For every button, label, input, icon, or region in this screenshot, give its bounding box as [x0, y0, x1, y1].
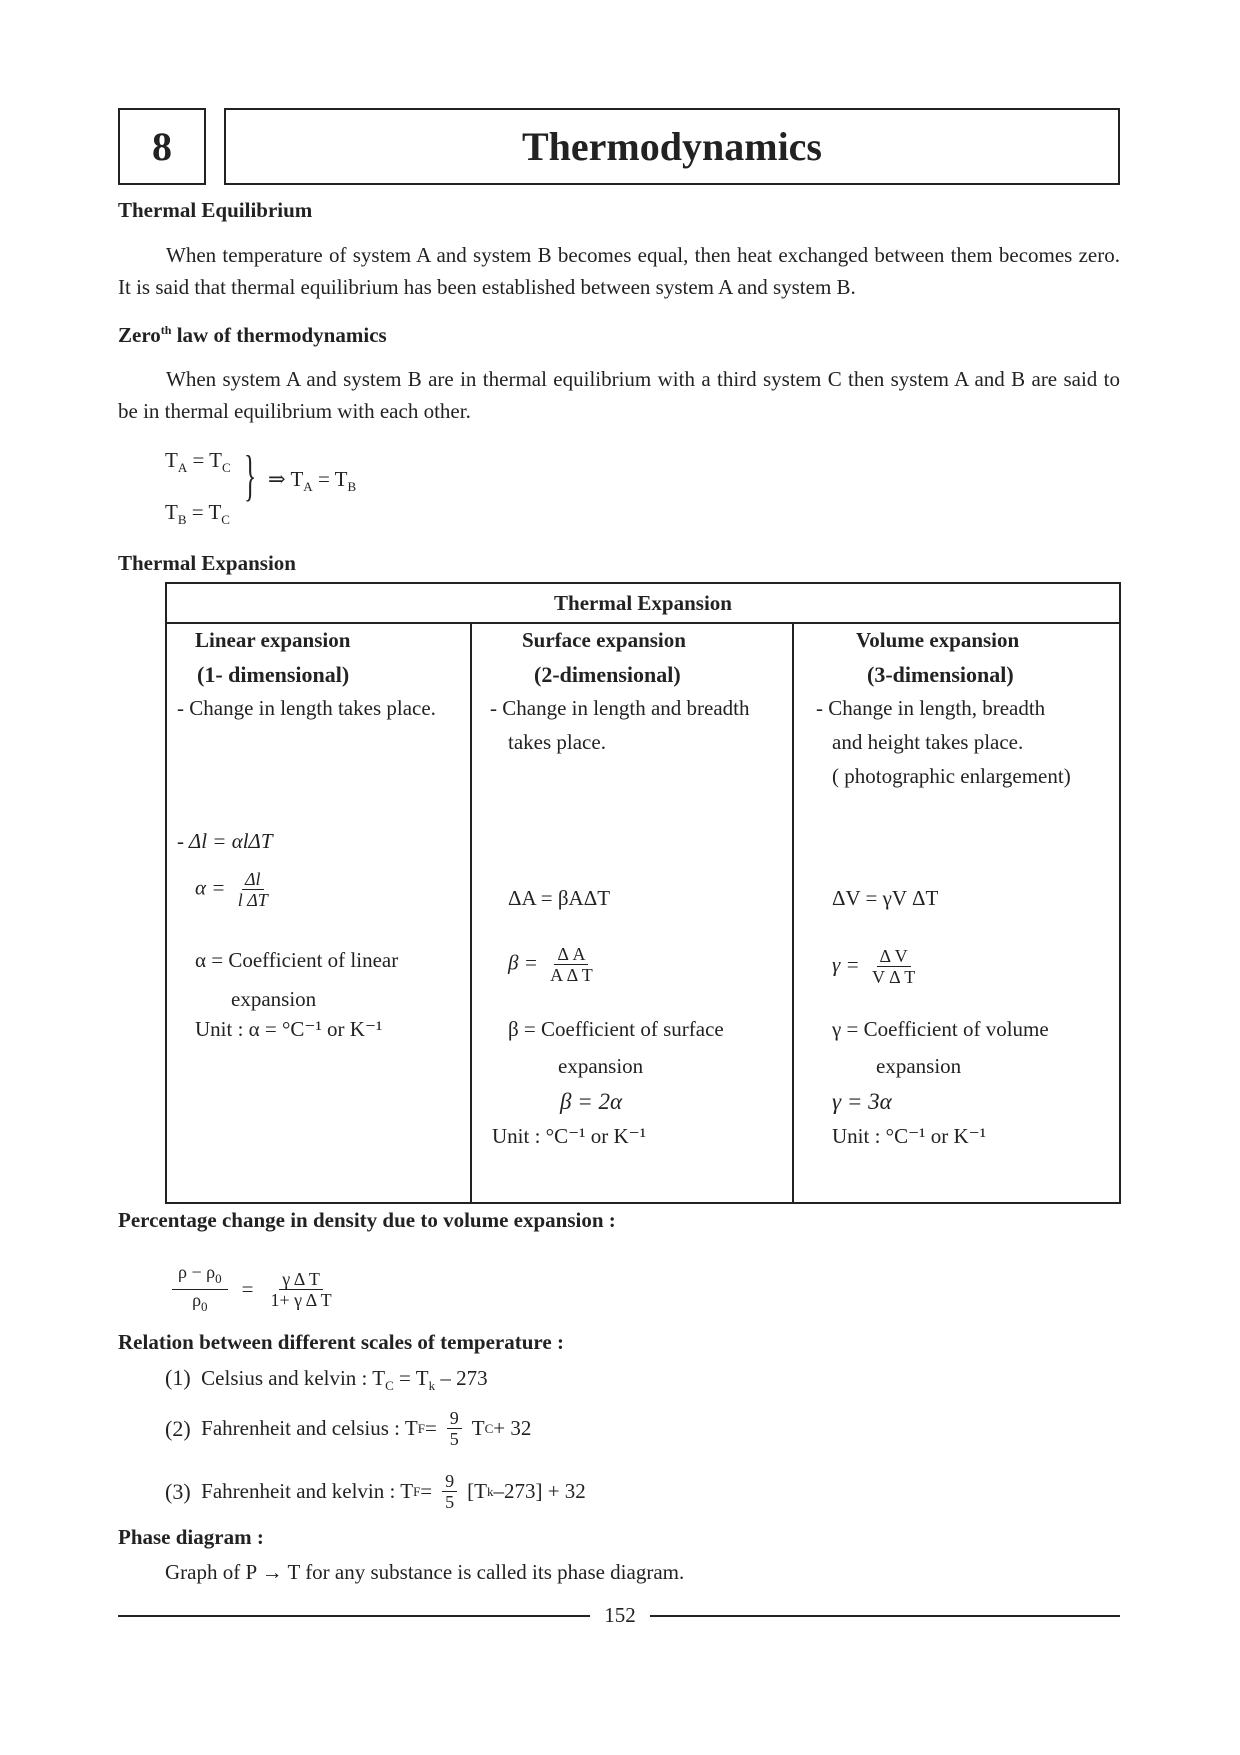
- section-heading-expansion: Thermal Expansion: [118, 551, 296, 575]
- section-heading-phase: Phase diagram :: [118, 1525, 264, 1549]
- surface-coef-1: β = Coefficient of surface: [508, 1017, 724, 1041]
- section-heading-zeroth-law: [118, 323, 387, 348]
- scale-relation-2: (2) Fahrenheit and celsius : T F = $\frac{9}{5}$ T C + 32: [165, 1408, 532, 1449]
- phase-text: Graph of P → T for any substance is called its phase diagram.: [165, 1560, 685, 1584]
- zeroth-paragraph: [118, 363, 1120, 427]
- brace-symbol: }: [244, 445, 257, 507]
- footer-rule-right: [650, 1615, 1120, 1617]
- surface-dim: (2-dimensional): [534, 662, 681, 687]
- linear-formula: - Δl = αlΔT: [177, 829, 273, 853]
- linear-dim: (1- dimensional): [197, 662, 350, 687]
- surface-relation: β = 2α: [560, 1089, 623, 1114]
- zeroth-text: When system A and system B are in thermal equilibrium with a third system C then system A and B are said to be in thermal equilibrium with each other.: [118, 367, 1120, 423]
- surface-change-2: takes place.: [508, 730, 606, 754]
- volume-change-2: and height takes place.: [832, 730, 1024, 754]
- chapter-number: 8: [118, 108, 206, 185]
- volume-gamma-fraction: γ = $\frac{\text{Δ V}}{\text{V Δ T}}$: [832, 946, 916, 987]
- zeroth-result: ⇒ $T_A = T_B$: [268, 467, 357, 494]
- linear-title: Linear expansion: [195, 628, 351, 652]
- linear-coef-2: expansion: [231, 987, 317, 1011]
- linear-column: [166, 623, 471, 1203]
- scale-relation-3: (3) Fahrenheit and kelvin : T F = $\frac{9}{5}$ [T k –273] + 32: [165, 1471, 586, 1512]
- table-title: Thermal Expansion: [166, 583, 1120, 623]
- section-heading-scales: Relation between different scales of temperature :: [118, 1330, 564, 1354]
- volume-title: Volume expansion: [856, 628, 1020, 652]
- zeroth-heading-pre: Zero: [118, 323, 161, 347]
- surface-column: [471, 623, 793, 1203]
- volume-column: [793, 623, 1120, 1203]
- linear-alpha-fraction: α = $\frac{\Delta l}{\text{l ΔT}}$: [195, 869, 268, 910]
- chapter-title: Thermodynamics: [224, 108, 1120, 185]
- page-number: 152: [604, 1603, 636, 1627]
- volume-dim: (3-dimensional): [867, 662, 1014, 687]
- expansion-table: [165, 582, 1121, 1204]
- equilibrium-text: When temperature of system A and system B becomes equal, then heat exchanged between them becomes zero. It is said that thermal equilibrium has been established between system A and system B.: [118, 243, 1120, 299]
- volume-coef-2: expansion: [876, 1054, 962, 1078]
- volume-formula: ΔV = γV ΔT: [832, 886, 939, 910]
- equilibrium-paragraph: [118, 239, 1120, 303]
- linear-coef-1: α = Coefficient of linear: [195, 948, 399, 972]
- section-heading-equilibrium: Thermal Equilibrium: [118, 198, 313, 222]
- zeroth-equation-2: $T_B = T_C$: [165, 500, 230, 527]
- zeroth-equation-1: $T_A = T_C$: [165, 448, 231, 475]
- surface-beta-fraction: β = $\frac{\text{Δ A}}{\text{A Δ T}}$: [508, 944, 593, 985]
- surface-change-1: - Change in length and breadth: [490, 696, 750, 720]
- volume-relation: γ = 3α: [832, 1089, 892, 1114]
- scale-relation-1: (1) Celsius and kelvin : $T_C = T_k - 273$: [165, 1365, 488, 1393]
- volume-unit: Unit : °C⁻¹ or K⁻¹: [832, 1124, 986, 1148]
- surface-title: Surface expansion: [522, 628, 686, 652]
- volume-coef-1: γ = Coefficient of volume: [832, 1017, 1049, 1041]
- section-heading-density: Percentage change in density due to volume expansion :: [118, 1208, 616, 1232]
- volume-change-3: ( photographic enlargement): [832, 764, 1071, 788]
- surface-coef-2: expansion: [558, 1054, 644, 1078]
- density-formula: $\frac{\rho - \rho_0}{\rho_0}$ = $\frac{\text{γ Δ T}}{\text{1+ γ Δ T}}$: [168, 1262, 339, 1317]
- surface-formula: ΔA = βAΔT: [508, 886, 611, 910]
- linear-unit: Unit : α = °C⁻¹ or K⁻¹: [195, 1017, 383, 1041]
- surface-unit: Unit : °C⁻¹ or K⁻¹: [492, 1124, 646, 1148]
- linear-change: - Change in length takes place.: [177, 696, 436, 720]
- footer-rule-left: [118, 1615, 590, 1617]
- volume-change-1: - Change in length, breadth: [816, 696, 1046, 720]
- zeroth-heading-sup: th: [160, 323, 172, 337]
- zeroth-heading-post: law of thermodynamics: [171, 323, 387, 347]
